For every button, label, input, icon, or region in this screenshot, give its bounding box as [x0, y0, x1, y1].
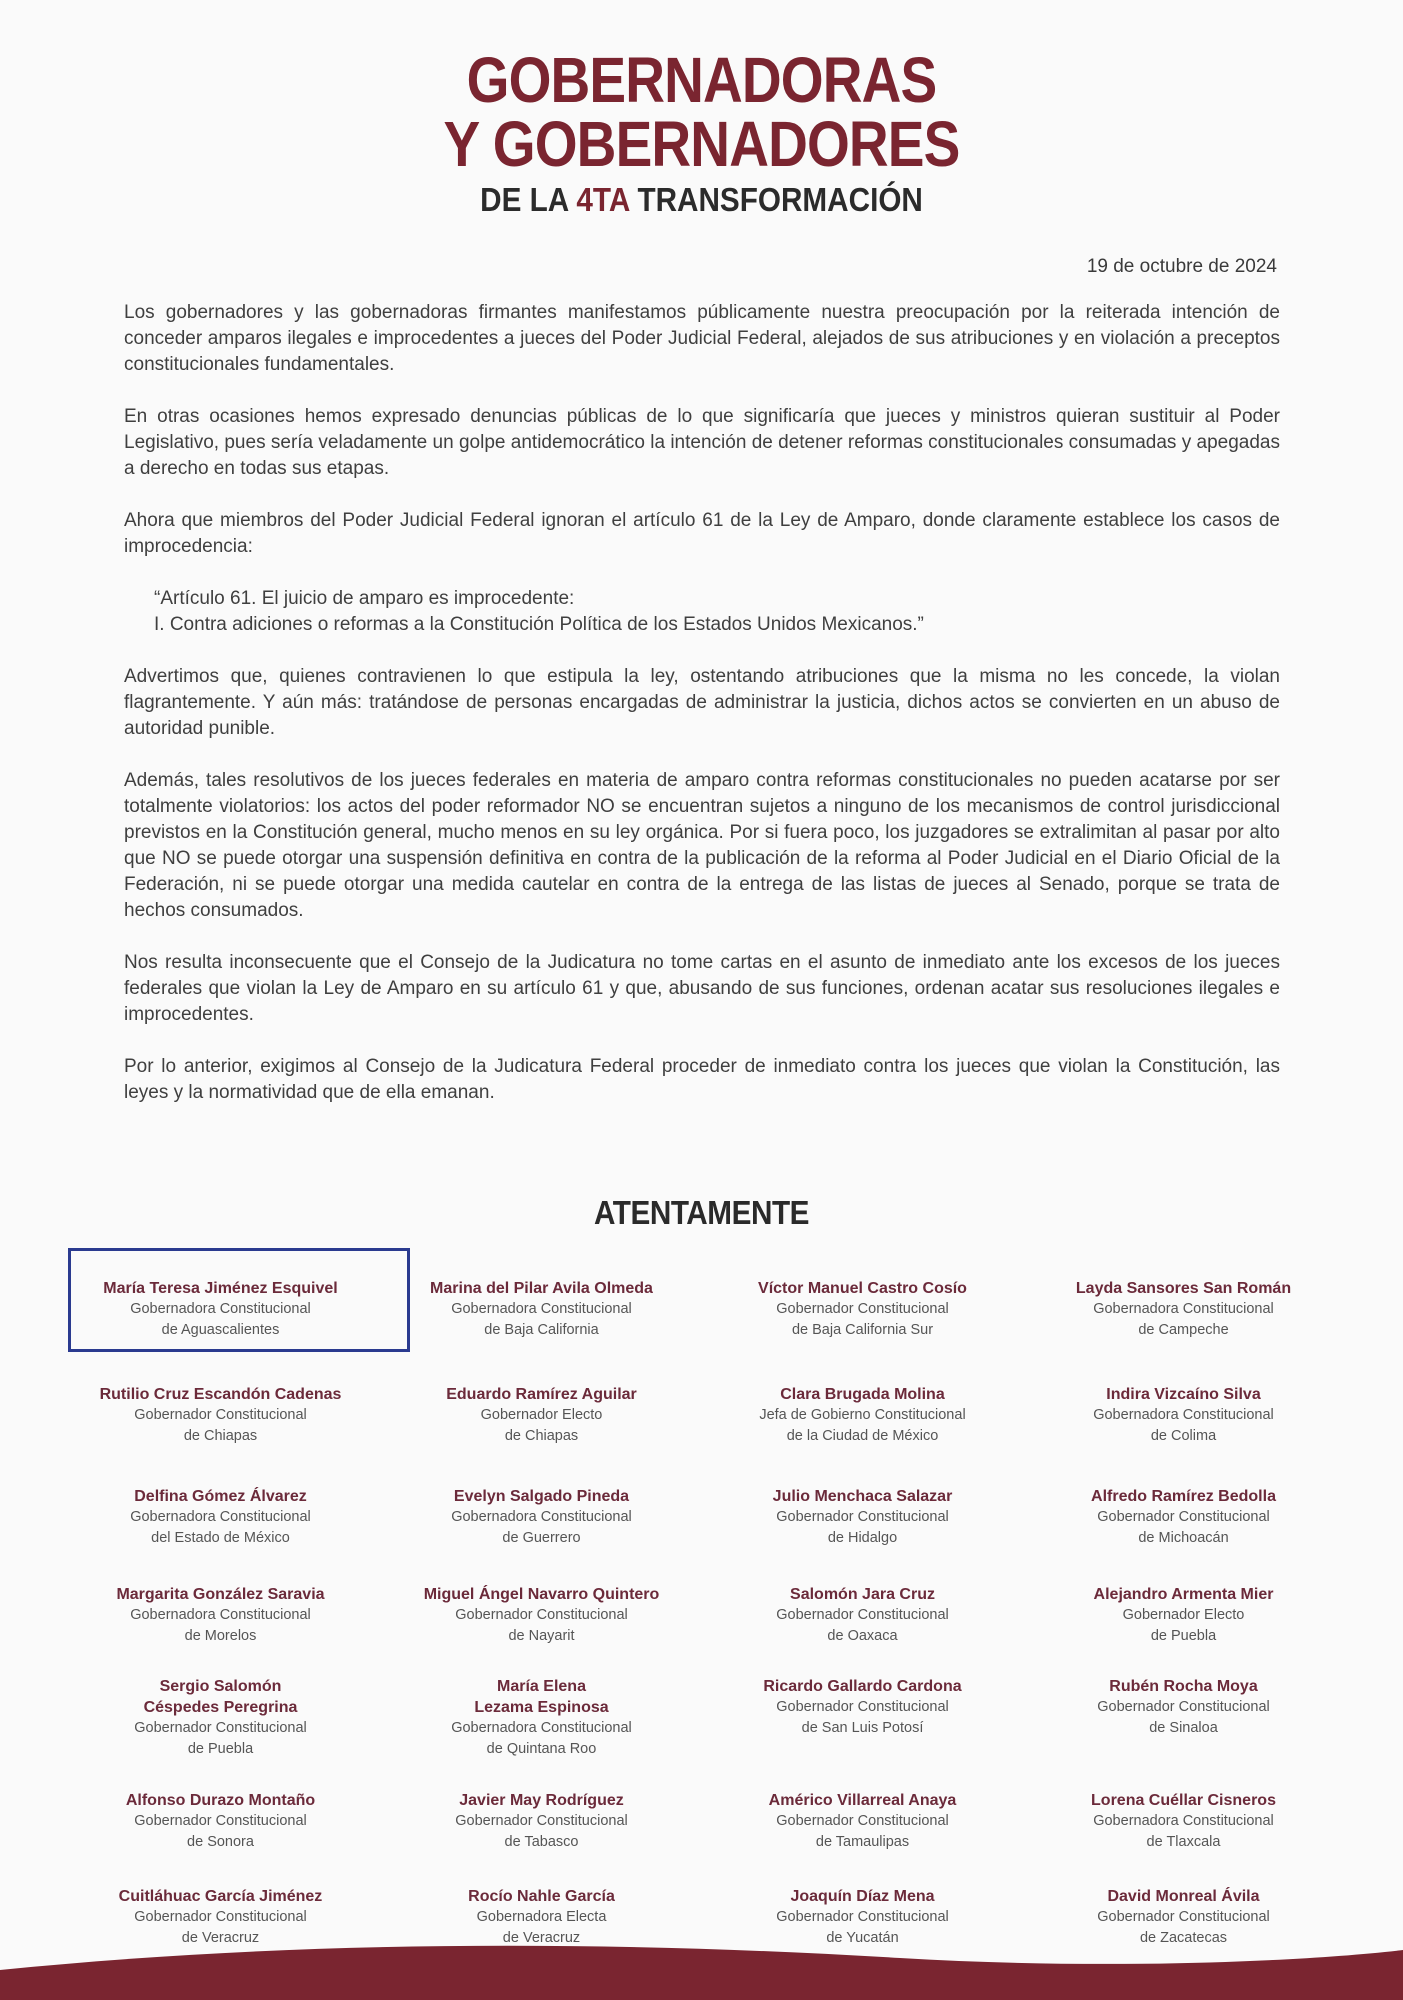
signatory-title: Gobernador Constitucional [455, 1813, 628, 1829]
signatory-state: de Baja California [484, 1322, 599, 1338]
signatory-state: de Veracruz [502, 1930, 581, 1946]
signatory-state: de Puebla [187, 1741, 254, 1757]
signatory [1023, 1676, 1344, 1790]
footer-wave [0, 1946, 1403, 2000]
signatory-name: Américo Villarreal Anaya [768, 1792, 957, 1809]
paragraph: Los gobernadores y las gobernadoras firmantes manifestamos públicamente nuestra preocupación por la reiterada intención de conceder amparos ilegales e improcedentes a jueces del Poder Judicial Federal, alejados de sus atribuciones y en violación a preceptos constitucionales fundamentales. [124, 302, 1280, 375]
header-line-3-pre: DE LA [480, 181, 577, 218]
letter-body [124, 300, 1280, 1132]
signatory-name: Eduardo Ramírez Aguilar [446, 1386, 637, 1403]
signatory [381, 1584, 702, 1676]
paragraph: Advertimos que, quienes contravienen lo que estipula la ley, ostentando atribuciones que la misma no les concede, la violan flagrantemente. Y aún más: tratándose de personas encargadas de administrar la justicia, dichos actos se convierten en un abuso de autoridad punible. [124, 666, 1280, 739]
signatory-title: Gobernador Constitucional [134, 1407, 307, 1423]
paragraph: Ahora que miembros del Poder Judicial Federal ignoran el artículo 61 de la Ley de Amparo, donde claramente establece los casos de improcedencia: [124, 510, 1280, 557]
signatory-name: Miguel Ángel Navarro Quintero [423, 1586, 660, 1603]
signatory [381, 1790, 702, 1886]
signatory-name: Alfonso Durazo Montaño [125, 1792, 316, 1809]
signatory-name: Rubén Rocha Moya [1109, 1678, 1258, 1695]
signatory-state: de Tabasco [504, 1834, 579, 1850]
signatory-name: Margarita González Saravia [116, 1586, 325, 1603]
signatory-name: Evelyn Salgado Pineda [453, 1488, 630, 1505]
signatory-title: Gobernador Constitucional [776, 1301, 949, 1317]
signatory [702, 1278, 1023, 1384]
signatory-state: de Chiapas [183, 1428, 258, 1444]
signatory [702, 1384, 1023, 1486]
signatory-name: Víctor Manuel Castro Cosío [758, 1280, 967, 1297]
signatory-title: Gobernador Constitucional [776, 1607, 949, 1623]
signatory [702, 1584, 1023, 1676]
signatory-name: Delfina Gómez Álvarez [134, 1488, 307, 1505]
signatory-name: Alfredo Ramírez Bedolla [1091, 1488, 1276, 1505]
signatory [702, 1790, 1023, 1886]
signatory [1023, 1486, 1344, 1584]
header-line-3-accent: 4TA [576, 181, 630, 218]
signatory [381, 1278, 702, 1384]
signatory [381, 1486, 702, 1584]
letterhead [0, 44, 1403, 220]
header-line-3-post: TRANSFORMACIÓN [629, 181, 923, 218]
signatory-title: Gobernadora Constitucional [451, 1301, 632, 1317]
signatory-state: de Baja California Sur [791, 1322, 934, 1338]
header-line-3 [70, 180, 1333, 220]
signatory [60, 1384, 381, 1486]
signatory-title: Gobernador Constitucional [134, 1909, 307, 1925]
signatory-state: de San Luis Potosí [801, 1720, 924, 1736]
paragraph: En otras ocasiones hemos expresado denuncias públicas de lo que significaría que jueces y ministros quieran sustituir al Poder Legislativo, pues sería veladamente un golpe antidemocrático la intención de detener reformas constitucionales consumadas y apegadas a derecho en todas sus etapas. [124, 406, 1280, 479]
signatory-title: Gobernador Constitucional [134, 1720, 307, 1736]
signatory-state: de Quintana Roo [486, 1741, 597, 1757]
signatory-state: de la Ciudad de México [786, 1428, 939, 1444]
header-line-1: GOBERNADORAS [466, 44, 937, 116]
signatory-title: Gobernador Constitucional [776, 1509, 949, 1525]
signatory-title: Gobernador Constitucional [1097, 1909, 1270, 1925]
signatory-state: de Puebla [1150, 1628, 1217, 1644]
quote-line-2: I. Contra adiciones o reformas a la Constitución Política de los Estados Unidos Mexicanos.” [154, 614, 924, 635]
signatory-title: Gobernadora Constitucional [1093, 1813, 1274, 1829]
signatory-name: Alejandro Armenta Mier [1093, 1586, 1274, 1603]
signatory-state: de Aguascalientes [161, 1322, 280, 1338]
signatory-title: Gobernador Electo [480, 1407, 603, 1423]
signatory-state: de Sonora [187, 1834, 254, 1850]
signatory [702, 1676, 1023, 1790]
signatory-title: Gobernadora Constitucional [130, 1301, 311, 1317]
signatory-title: Gobernadora Constitucional [451, 1509, 632, 1525]
signatory-name: María Teresa Jiménez Esquivel [103, 1280, 338, 1297]
signatory-title: Gobernadora Constitucional [1093, 1301, 1274, 1317]
closing-heading: ATENTAMENTE [593, 1194, 810, 1231]
signatory [702, 1486, 1023, 1584]
signatories-grid [60, 1278, 1344, 1982]
signatory-name: Layda Sansores San Román [1075, 1280, 1292, 1297]
signatory [60, 1790, 381, 1886]
signatory-name: Clara Brugada Molina [780, 1386, 945, 1403]
signatory-state: de Colima [1150, 1428, 1217, 1444]
signatory-state: del Estado de México [151, 1530, 290, 1546]
legal-quote [154, 586, 1280, 638]
signatory-state: de Tamaulipas [815, 1834, 910, 1850]
signatory [1023, 1278, 1344, 1384]
signatory-name: Rutilio Cruz Escandón Cadenas [99, 1386, 342, 1403]
signatory [381, 1384, 702, 1486]
signatory-title: Gobernador Constitucional [1097, 1509, 1270, 1525]
header-line-2: Y GOBERNADORES [443, 108, 960, 180]
signatory-title: Gobernador Constitucional [776, 1909, 949, 1925]
signatory-title: Gobernadora Constitucional [130, 1607, 311, 1623]
signatory-title: Gobernador Constitucional [1097, 1699, 1270, 1715]
signatory [60, 1486, 381, 1584]
footer-band [0, 1940, 1403, 2000]
signatory [1023, 1790, 1344, 1886]
signatory-name: Javier May Rodríguez [459, 1792, 624, 1809]
letter-date: 19 de octubre de 2024 [1086, 256, 1277, 277]
signatory-name: David Monreal Ávila [1107, 1888, 1260, 1905]
signatory-state: de Yucatán [826, 1930, 899, 1946]
signatory-title: Gobernador Constitucional [776, 1813, 949, 1829]
paragraph: Además, tales resolutivos de los jueces federales en materia de amparo contra reformas constitucionales no pueden acatarse por ser totalmente violatorios: los actos del poder reformador NO se encuentran sujetos a ninguno de los mecanismos de control jurisdiccional previstos en la Constitución general, mucho menos en su ley orgánica. Por si fuera poco, los juzgadores se extralimitan al pasar por alto que NO se puede otorgar una suspensión definitiva en contra de la publicación de la reforma al Poder Judicial en el Diario Oficial de la Federación, ni se puede otorgar una medida cautelar en contra de la entrega de las listas de jueces al Senado, porque se trata de hechos consumados. [124, 770, 1280, 921]
signatory-state: de Morelos [184, 1628, 257, 1644]
signatory-name: Rocío Nahle García [468, 1888, 615, 1905]
signatory-state: de Chiapas [504, 1428, 579, 1444]
signatory-name: Ricardo Gallardo Cardona [763, 1678, 962, 1695]
signatory-title: Gobernador Constitucional [455, 1607, 628, 1623]
signatory-title: Gobernadora Constitucional [130, 1509, 311, 1525]
signatory-name: Sergio Salomón Céspedes Peregrina [143, 1678, 298, 1716]
signatory-state: de Tlaxcala [1146, 1834, 1221, 1850]
signatory-title: Gobernadora Constitucional [1093, 1407, 1274, 1423]
signatory-title: Gobernador Electo [1122, 1607, 1245, 1623]
signatory-state: de Veracruz [181, 1930, 260, 1946]
signatory-state: de Sinaloa [1149, 1720, 1218, 1736]
signatory-state: de Nayarit [508, 1628, 575, 1644]
signatory-title: Gobernador Constitucional [134, 1813, 307, 1829]
paragraph: Por lo anterior, exigimos al Consejo de la Judicatura Federal proceder de inmediato contra los jueces que violan la Constitución, las leyes y la normatividad que de ella emanan. [124, 1056, 1280, 1103]
signatory-name: Cuitláhuac García Jiménez [118, 1888, 323, 1905]
signatory-state: de Guerrero [502, 1530, 581, 1546]
signatory-name: Lorena Cuéllar Cisneros [1091, 1792, 1276, 1809]
signatory-name: Marina del Pilar Avila Olmeda [430, 1280, 653, 1297]
signatory-state: de Zacatecas [1139, 1930, 1228, 1946]
signatory-title: Gobernador Constitucional [776, 1699, 949, 1715]
signatory-state: de Campeche [1138, 1322, 1229, 1338]
signatory-state: de Hidalgo [827, 1530, 898, 1546]
signatory-name: Julio Menchaca Salazar [772, 1488, 953, 1505]
signatory [381, 1676, 702, 1790]
signatory-title: Gobernadora Electa [476, 1909, 607, 1925]
signatory-name: Indira Vizcaíno Silva [1106, 1386, 1261, 1403]
signatory-state: de Michoacán [1138, 1530, 1229, 1546]
signatory [60, 1676, 381, 1790]
signatory [60, 1278, 381, 1384]
signatory-name: Joaquín Díaz Mena [790, 1888, 935, 1905]
signatory-name: María Elena Lezama Espinosa [474, 1678, 609, 1716]
signatory [60, 1584, 381, 1676]
signatory-name: Salomón Jara Cruz [790, 1586, 935, 1603]
signatory [1023, 1384, 1344, 1486]
signatory [1023, 1584, 1344, 1676]
signatory-title: Gobernadora Constitucional [451, 1720, 632, 1736]
signatory-state: de Oaxaca [827, 1628, 898, 1644]
quote-line-1: “Artículo 61. El juicio de amparo es improcedente: [154, 588, 575, 609]
paragraph: Nos resulta inconsecuente que el Consejo de la Judicatura no tome cartas en el asunto de inmediato ante los excesos de los jueces federales que violan la Ley de Amparo en su artículo 61 y que, abusando de sus funciones, ordenan acatar sus resoluciones ilegales e improcedentes. [124, 952, 1280, 1025]
signatory-title: Jefa de Gobierno Constitucional [759, 1407, 966, 1423]
